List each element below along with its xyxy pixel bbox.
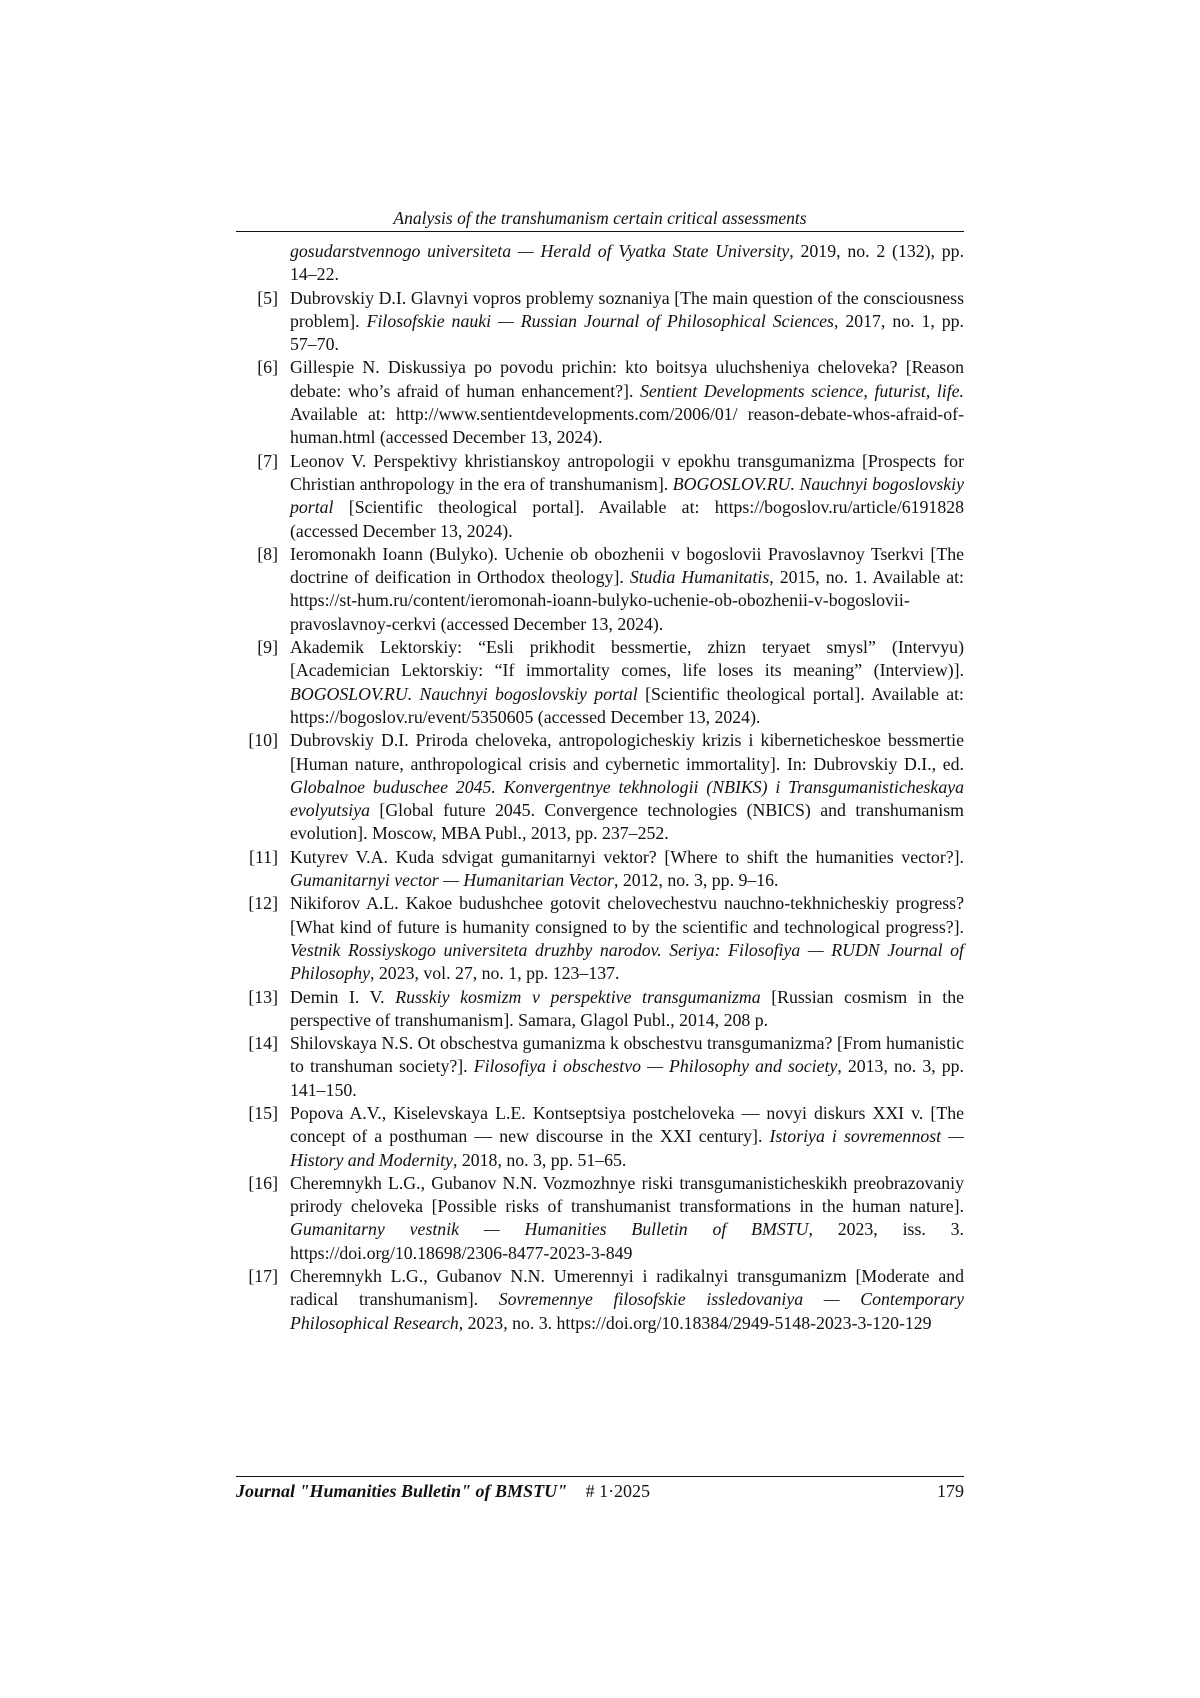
reference-number: [7] (257, 450, 278, 471)
reference-item (236, 450, 964, 543)
reference-title-italic: Gumanitarnyi vector — Humanitarian Vector (290, 870, 614, 891)
page (236, 0, 964, 1698)
reference-text-run: Available at: http://www.sentientdevelopments.com/2006/01/ reason-debate-whos-afraid-of-human.html (accessed December 13, 2024). (290, 404, 964, 448)
reference-number: [9] (257, 637, 278, 658)
reference-item (236, 356, 964, 449)
reference-number: [16] (248, 1172, 278, 1193)
reference-text-run: Cheremnykh L.G., Gubanov N.N. Vozmozhnye riski transgumanisticheskikh preobrazovaniy prirody cheloveka [Possible risks of transhumanist transformations in the human nature]. (290, 1172, 964, 1217)
running-head: Analysis of the transhumanism certain critical assessments (393, 208, 807, 228)
reference-text (290, 1172, 964, 1265)
reference-item (236, 729, 964, 845)
journal-name: Journal "Humanities Bulletin" of BMSTU" (236, 1481, 568, 1501)
header-rule (236, 231, 964, 232)
reference-text-run: [Global future 2045. Convergence technologies (NBICS) and transhumanism evolution]. Moscow, MBA Publ., 2013, pp. 237–252. (290, 800, 964, 844)
reference-item (236, 846, 964, 893)
reference-title-italic: Istoriya i sovremennost — History and Modernity (290, 1126, 964, 1170)
reference-number: [6] (257, 357, 278, 378)
reference-text (290, 986, 964, 1033)
reference-title-italic: Studia Humanitatis, (629, 567, 774, 588)
reference-title-italic: Russkiy kosmizm v perspektive transgumanizma (395, 986, 761, 1007)
reference-text (290, 1265, 964, 1335)
reference-title-italic: BOGOSLOV.RU. Nauchnyi bogoslovskiy portal (290, 683, 638, 704)
footer-rule (236, 1476, 964, 1477)
reference-item (236, 1032, 964, 1102)
reference-text (290, 1032, 964, 1102)
reference-text-run: [Scientific theological portal]. Available at: https://bogoslov.ru/article/6191828 (accessed December 13, 2024). (290, 497, 964, 541)
reference-text (290, 450, 964, 543)
reference-text-run: Nikiforov A.L. Kakoe budushchee gotovit chelovechestvu nauchno-tekhnicheskiy progress? [What kind of future is humanity consigned to by the scientific and technological progress?]. (290, 893, 964, 937)
reference-text-run: , 2017, no. 1, pp. 57–70. (290, 310, 965, 355)
reference-title-italic: Sovremennye filosofskie issledovaniya — Contemporary Philosophical Research (290, 1289, 964, 1333)
reference-text-run: Shilovskaya N.S. Ot obschestva gumanizma k obschestvu transgumanizma? [From humanistic to transhuman society?]. (290, 1033, 964, 1077)
reference-text-run: , 2023, iss. 3. https://doi.org/10.18698/2306-8477-2023-3-849 (290, 1219, 964, 1263)
reference-number: [14] (248, 1033, 278, 1054)
reference-number: [5] (257, 287, 278, 308)
reference-item (236, 636, 964, 729)
reference-text-run: Gillespie N. Diskussiya po povodu prichin: kto boitsya uluchsheniya cheloveka? [Reason debate: who’s afraid of human enhancement?]. (290, 357, 964, 401)
reference-list (236, 240, 964, 1335)
reference-title-italic: Filosofiya i obschestvo — Philosophy and society (473, 1056, 838, 1077)
reference-text-run: 2015, no. 1. Available at: https://st-hum.ru/content/ieromonah-ioann-bulyko-uchenie-ob-obozhenii-v-bogoslovii-pravoslavnoy-cerkvi (accessed December 13, 2024). (290, 567, 964, 634)
reference-text (290, 892, 964, 985)
reference-text-run: , 2013, no. 3, pp. 141–150. (290, 1056, 965, 1100)
reference-item (236, 543, 964, 636)
reference-title-italic: gosudarstvennogo universiteta — Herald of Vyatka State University (290, 241, 790, 261)
reference-text (290, 846, 964, 893)
reference-number: [17] (248, 1266, 278, 1287)
reference-number: [10] (248, 730, 278, 751)
reference-item (236, 287, 964, 357)
reference-item (236, 1102, 964, 1172)
reference-text-run: Kutyrev V.A. Kuda sdvigat gumanitarnyi vektor? [Where to shift the humanities vector?]. (290, 846, 964, 867)
reference-title-italic: BOGOSLOV.RU. Nauchnyi bogoslovskiy portal (290, 473, 964, 518)
reference-number: [8] (257, 543, 278, 564)
reference-text-run: Popova A.V., Kiselevskaya L.E. Kontseptsiya postcheloveka — novyi diskurs XXI v. [The concept of a posthuman — new discourse in the XXI century]. (290, 1102, 964, 1147)
reference-text (290, 356, 964, 449)
reference-item (236, 1172, 964, 1265)
reference-text-run: Akademik Lektorskiy: “Esli prikhodit bessmertie, zhizn teryaet smysl” (Intervyu) [Academician Lektorskiy: “If immortality comes, life loses its meaning” (Interview)]. (290, 637, 964, 681)
reference-text-run: , 2012, no. 3, pp. 9–16. (613, 870, 779, 891)
reference-text (290, 543, 964, 636)
reference-number: [12] (248, 893, 278, 914)
reference-text-run: , 2018, no. 3, pp. 51–65. (452, 1149, 627, 1170)
reference-item (236, 986, 964, 1033)
reference-text-run: [Russian cosmism in the perspective of transhumanism]. Samara, Glagol Publ., 2014, 208 p. (290, 986, 964, 1030)
page-number: 179 (937, 1481, 964, 1501)
issue-number: # 1·2025 (585, 1481, 651, 1501)
reference-title-italic: Gumanitarny vestnik — Humanities Bulletin of BMSTU (290, 1219, 809, 1240)
reference-text (290, 729, 964, 845)
reference-text (290, 240, 964, 287)
reference-text (290, 1102, 964, 1172)
reference-text-run: Demin I. V. (290, 986, 396, 1007)
reference-number: [11] (249, 846, 278, 867)
reference-text-run: , 2023, vol. 27, no. 1, pp. 123–137. (370, 963, 620, 984)
reference-title-italic: Filosofskie nauki — Russian Journal of Philosophical Sciences (366, 310, 834, 331)
reference-title-italic: Vestnik Rossiyskogo universiteta druzhby narodov. Seriya: Filosofiya — RUDN Journal of Philosophy (290, 939, 964, 984)
reference-text (290, 636, 964, 729)
reference-text-run: [Scientific theological portal]. Available at: https://bogoslov.ru/event/5350605 (accessed December 13, 2024). (290, 683, 964, 727)
page-footer (236, 1480, 964, 1502)
reference-item (236, 892, 964, 985)
reference-text-run: Dubrovskiy D.I. Glavnyi vopros problemy soznaniya [The main question of the consciousness problem]. (290, 287, 964, 331)
reference-title-italic: Sentient Developments science, futurist, life. (639, 380, 964, 401)
reference-text (290, 287, 964, 357)
reference-number: [15] (248, 1102, 278, 1123)
reference-text-run: Dubrovskiy D.I. Priroda cheloveka, antropologicheskiy krizis i kiberneticheskoe bessmertie [Human nature, anthropological crisis and cybernetic immortality]. In: Dubrovskiy D.I., ed. (290, 730, 964, 774)
reference-text-run: Leonov V. Perspektivy khristianskoy antropologii v epokhu transgumanizma [Prospects for Christian anthropology in the era of transhumanism]. (290, 450, 964, 494)
reference-number: [13] (248, 986, 278, 1007)
reference-item (236, 1265, 964, 1335)
reference-text-run: Cheremnykh L.G., Gubanov N.N. Umerennyi i radikalnyi transgumanizm [Moderate and radical transhumanism]. (290, 1266, 964, 1310)
reference-text-run: Ieromonakh Ioann (Bulyko). Uchenie ob obozhenii v bogoslovii Pravoslavnoy Tserkvi [The doctrine of deification in Orthodox theology]. (290, 543, 964, 588)
reference-text-run: , 2019, no. 2 (132), pp. 14–22. (290, 241, 965, 285)
reference-title-italic: Globalnoe buduschee 2045. Konvergentnye tekhnologii (NBIKS) i Transgumanisticheskaya evolyutsiya (290, 776, 964, 821)
reference-text-run: , 2023, no. 3. https://doi.org/10.18384/2949-5148-2023-3-120-129 (458, 1312, 932, 1333)
reference-item (236, 240, 964, 287)
